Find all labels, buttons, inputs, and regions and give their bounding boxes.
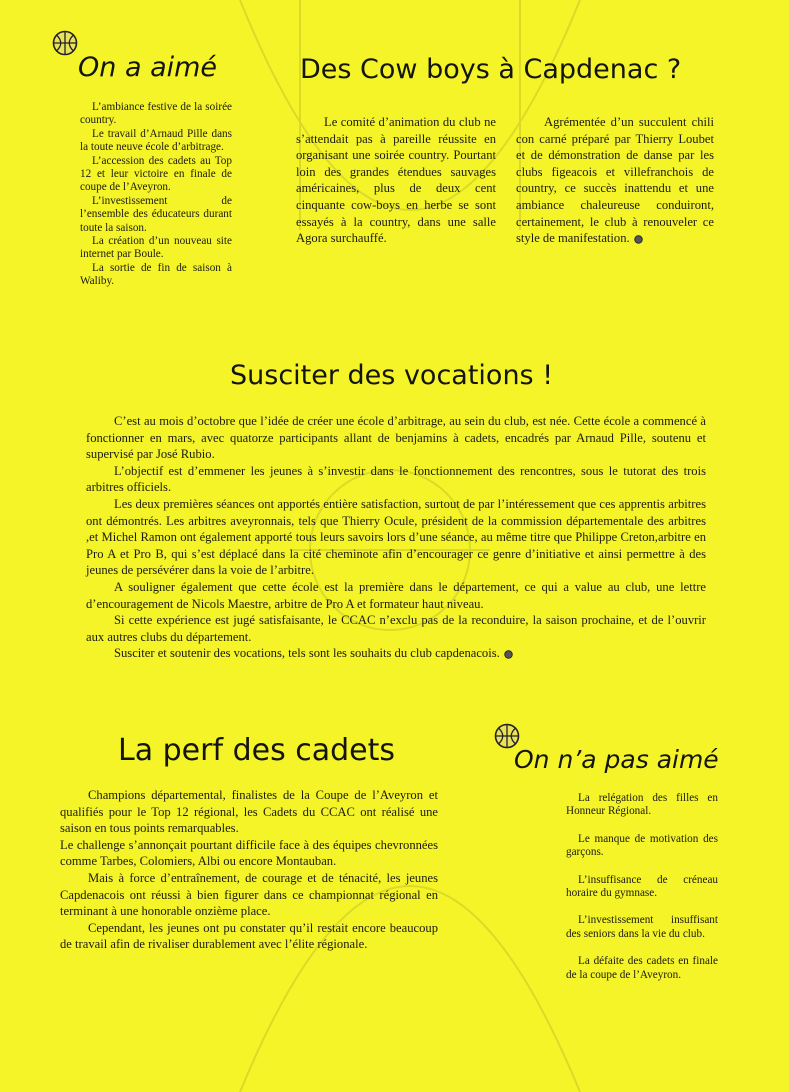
list-item: Le travail d’Arnaud Pille dans la toute neuve école d’arbitrage.	[80, 127, 232, 154]
vocations-paragraph-last	[86, 645, 706, 662]
cowboys-col-1	[296, 114, 496, 247]
liked-title: On a aimé	[78, 52, 218, 83]
list-item: La création d’un nouveau site internet par Boule.	[80, 235, 232, 261]
vocations-title: Susciter des vocations !	[230, 360, 554, 391]
list-item: Le manque de motivation des garçons.	[566, 832, 718, 859]
end-of-article-icon	[634, 235, 643, 244]
list-item: L’accession des cadets au Top 12 et leur victoire en finale de coupe de l’Aveyron.	[80, 154, 232, 194]
list-item: L’investissement insuffisant des seniors dans la vie du club.	[566, 914, 718, 940]
end-of-article-icon	[504, 650, 513, 659]
cowboys-col-2	[516, 114, 714, 247]
cowboys-title: Des Cow boys à Capdenac ?	[300, 54, 682, 85]
cowboys-paragraph-2	[516, 114, 714, 247]
disliked-title: On n’a pas aimé	[514, 745, 719, 774]
cadets-paragraph: Champions départemental, finalistes de la Coupe de l’Aveyron et qualifiés pour le Top 12 régional, les Cadets du CCAC ont réalisé une saison en tous points remarquables.	[60, 788, 438, 836]
vocations-paragraph: L’objectif est d’emmener les jeunes à s’investir dans le fonctionnement des rencontres, sous le tutorat des trois arbitres officiels.	[86, 463, 706, 495]
cadets-paragraph: Le challenge s’annonçait pourtant difficile face à des équipes chevronnées comme Tarbes, Colomiers, Albi ou encore Montauban.	[60, 837, 438, 869]
vocations-paragraph: Si cette expérience est jugé satisfaisante, le CCAC n’exclu pas de la reconduire, la saison prochaine, et de l’ouvrir aux autres clubs du département.	[86, 613, 706, 644]
basketball-icon	[52, 30, 78, 56]
cadets-paragraph: Cependant, les jeunes ont pu constater qu’il restait encore beaucoup de travail afin de rivaliser durablement avec l’élite régionale.	[60, 920, 438, 952]
vocations-paragraph-last-text: Susciter et soutenir des vocations, tels sont les souhaits du club capdenacois.	[114, 646, 500, 661]
list-item: L’insuffisance de créneau horaire du gymnase.	[566, 873, 718, 900]
list-item: La sortie de fin de saison à Waliby.	[80, 261, 232, 288]
liked-list	[80, 101, 232, 289]
cadets-title: La perf des cadets	[118, 733, 396, 768]
vocations-paragraph: Les deux premières séances ont apportés entière satisfaction, surtout de par l’intéressement que ces apprentis arbitres ont démontrés. Les arbitres aveyronnais, tels que Thierry Ocule, président de la commission départementale des arbitres ,et Michel Ramon ont également apporté tous leurs savoirs lors d’une séance, au même titre que Philippe Creton,arbitre en Pro A et Pro B, qui s’est déplacé dans la cité cheminote afin d’encourager ce genre d’initiative et ainsi permettre à des jeunes de persévérer dans la voie de l’arbitre.	[86, 496, 706, 578]
list-item: La relégation des filles en Honneur Régional.	[566, 792, 718, 818]
cowboys-paragraph-1: Le comité d’animation du club ne s’attendait pas à pareille réussite en organisant une soirée country. Pourtant loin des grandes étendues sauvages américaines, plus de deux cent cinquante cow-boys en herbe se sont essayés à la country, dans une salle Agora surchauffé.	[296, 115, 496, 246]
disliked-list	[566, 792, 718, 982]
vocations-paragraph: C’est au mois d’octobre que l’idée de créer une école d’arbitrage, au sein du club, est née. Cette école a commencé à fonctionner en mars, avec quatorze participants allant de benjamins à cadets, encadrés par Arnaud Pille, soutenu et supervisé par José Rubio.	[86, 414, 706, 462]
cadets-body	[60, 787, 438, 953]
cowboys-paragraph-2-text: Agrémentée d’un succulent chili con carné préparé par Thierry Loubet et de démonstration de danse par les clubs figeacois et villefranchois de country, ce succès inattendu et une ambiance chaleureuse conduiront, certainement, le club à renouveler ce style de manifestation.	[516, 115, 714, 246]
list-item: L’ambiance festive de la soirée country.	[80, 101, 232, 127]
vocations-paragraph: A souligner également que cette école est la première dans le département, ce qui a value au club, une lettre d’encouragement de Nicols Maestre, arbitre de Pro A et formateur haut niveau.	[86, 579, 706, 611]
list-item: L’investissement de l’ensemble des éducateurs durant toute la saison.	[80, 194, 232, 234]
cadets-paragraph: Mais à force d’entraînement, de courage et de ténacité, les jeunes Capdenacois ont réussi à bien figurer dans ce championnat régional en terminant à une honorable onzième place.	[60, 870, 438, 919]
vocations-body	[86, 413, 706, 662]
list-item: La défaite des cadets en finale de la coupe de l’Aveyron.	[566, 955, 718, 981]
